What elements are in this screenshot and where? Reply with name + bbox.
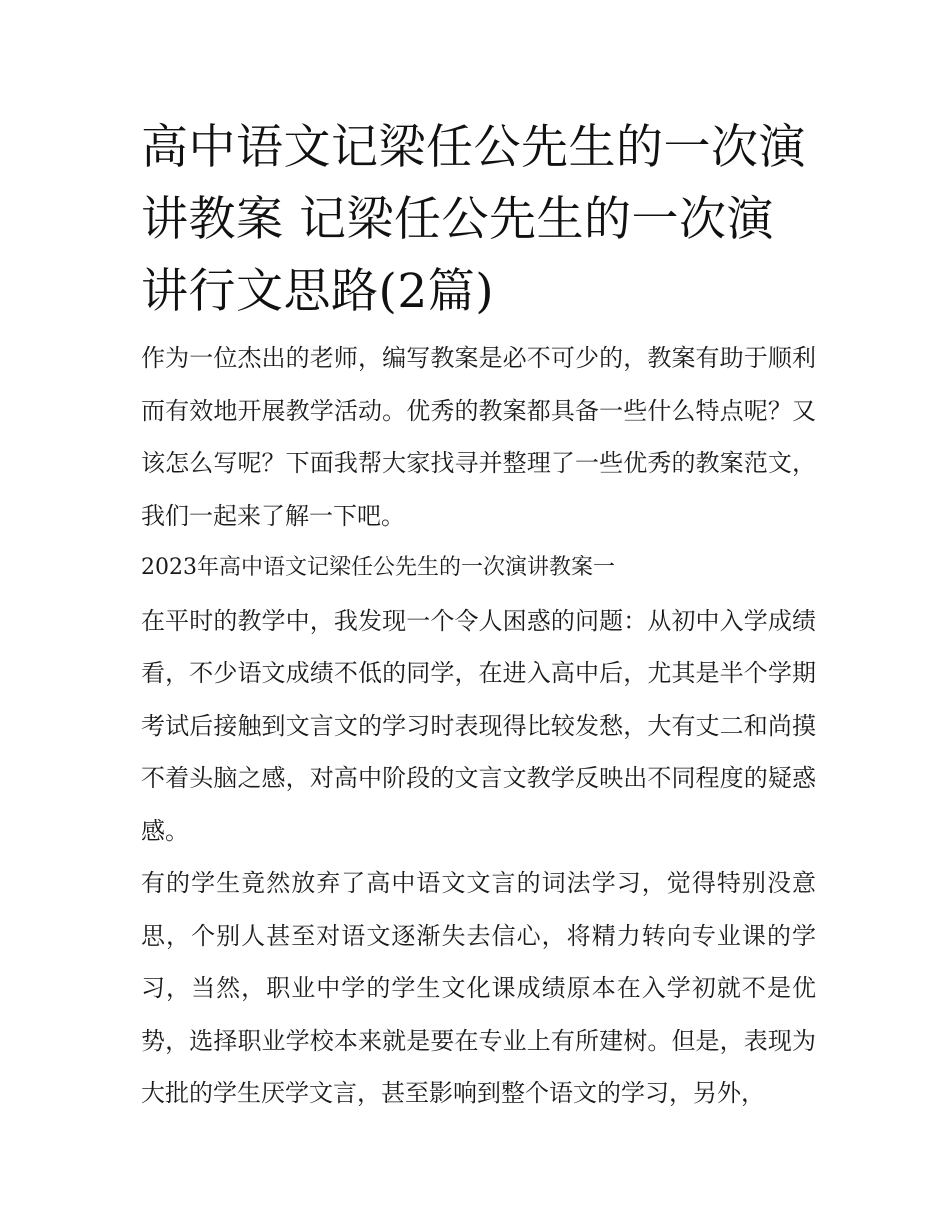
intro-paragraph: 作为一位杰出的老师，编写教案是必不可少的，教案有助于顺利而有效地开展教学活动。优秀的教案都具备一些什么特点呢？又该怎么写呢？下面我帮大家找寻并整理了一些优秀的教案范文，我们一起来了解一下吧。 [141,344,816,530]
document-title: 高中语文记梁任公先生的一次演讲教案 记梁任公先生的一次演讲行文思路(2篇) [141,120,806,319]
body-paragraph-1: 在平时的教学中，我发现一个令人困惑的问题：从初中入学成绩看，不少语文成绩不低的同学，在进入高中后，尤其是半个学期考试后接触到文言文的学习时表现得比较发愁，大有丈二和尚摸不着头脑之感，对高中阶段的文言文教学反映出不同程度的疑惑感。 [141,606,816,845]
document-body [141,112,816,1120]
section-heading: 2023年高中语文记梁任公先生的一次演讲教案一 [141,555,615,580]
body-paragraph-2: 有的学生竟然放弃了高中语文文言的词法学习，觉得特别没意思，个别人甚至对语文逐渐失去信心，将精力转向专业课的学习，当然，职业中学的学生文化课成绩原本在入学初就不是优势，选择职业学校本来就是要在专业上有所建树。但是，表现为大批的学生厌学文言，甚至影响到整个语文的学习，另外， [141,869,816,1107]
